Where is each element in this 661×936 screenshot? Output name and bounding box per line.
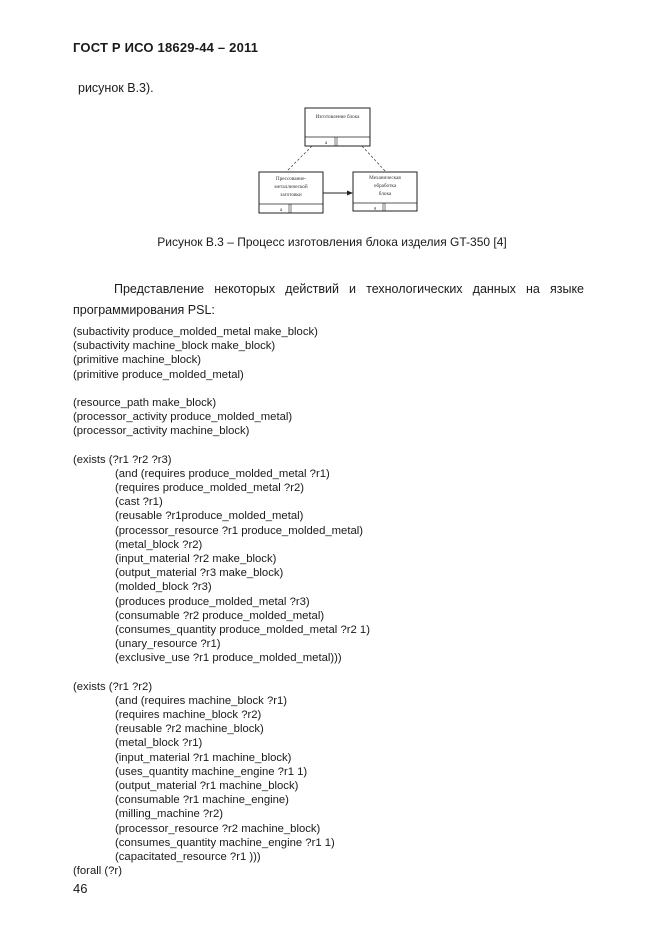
- code-line: (processor_resource ?r2 machine_block): [115, 822, 321, 835]
- code-line: (subactivity produce_molded_metal make_block): [73, 326, 318, 338]
- paragraph-intro-continued: программирования PSL:: [73, 303, 215, 317]
- code-line: (produces produce_molded_metal ?r3): [115, 595, 310, 608]
- code-line: (primitive produce_molded_metal): [73, 368, 244, 381]
- box-make-block-cell: а: [324, 140, 328, 146]
- code-line: (subactivity machine_block make_block): [73, 340, 276, 353]
- box-machine-cell: а: [373, 205, 377, 212]
- psl-code-listing: [73, 325, 633, 878]
- code-line: (and (requires produce_molded_metal ?r1): [115, 467, 330, 480]
- box-produce-molded-metal: [259, 172, 323, 213]
- code-line: (input_material ?r1 machine_block): [115, 751, 292, 764]
- paragraph-intro: Представление некоторых действий и технологических данных на языке: [114, 282, 584, 296]
- code-line: (cast ?r1): [115, 496, 163, 509]
- code-line: (reusable ?r2 machine_block): [115, 723, 264, 736]
- code-line: (metal_block ?r2): [115, 538, 203, 551]
- code-line: (consumes_quantity machine_engine ?r1 1): [115, 836, 335, 849]
- figure-caption: Рисунок В.3 – Процесс изготовления блока изделия GT-350 [4]: [157, 235, 507, 249]
- code-line: (processor_activity machine_block): [73, 425, 250, 438]
- box-machine-line1: Механическая: [369, 175, 401, 181]
- box-produce-line2: металлической: [274, 184, 308, 190]
- document-header: ГОСТ Р ИСО 18629-44 – 2011: [73, 40, 259, 55]
- code-line: (requires machine_block ?r2): [115, 709, 262, 722]
- code-line: (processor_resource ?r1 produce_molded_metal): [115, 524, 364, 537]
- process-diagram: [256, 107, 420, 215]
- code-line: (requires produce_molded_metal ?r2): [115, 482, 305, 495]
- flow-arrow-head: [347, 191, 353, 196]
- box-machine-line2: обработка: [373, 183, 397, 189]
- code-line: (resource_path make_block): [73, 396, 217, 409]
- code-line: (output_material ?r1 machine_block): [115, 780, 299, 792]
- code-line: (output_material ?r3 make_block): [115, 567, 284, 580]
- code-line: (processor_activity produce_molded_metal): [73, 411, 293, 424]
- code-line: (unary_resource ?r1): [115, 638, 221, 651]
- code-line: (forall (?r): [73, 865, 122, 878]
- box-machine-line3: блока: [378, 191, 392, 197]
- code-line: (consumable ?r2 produce_molded_metal): [115, 609, 325, 622]
- box-make-block: [305, 108, 370, 146]
- code-line: (uses_quantity machine_engine ?r1 1): [115, 765, 308, 778]
- box-produce-line3: заготовки: [280, 192, 302, 198]
- code-line: (consumes_quantity produce_molded_metal ?r2 1): [115, 623, 370, 636]
- code-line: (exists (?r1 ?r2 ?r3): [73, 453, 172, 466]
- code-line: (and (requires machine_block ?r1): [115, 694, 288, 707]
- code-line: (milling_machine ?r2): [115, 808, 223, 821]
- connector-left: [286, 146, 312, 172]
- lead-text: рисунок В.3).: [78, 81, 154, 95]
- code-line: (reusable ?r1produce_molded_metal): [115, 510, 304, 523]
- code-line: (exclusive_use ?r1 produce_molded_metal))): [115, 652, 342, 665]
- code-line: (consumable ?r1 machine_engine): [115, 794, 289, 807]
- code-line: (input_material ?r2 make_block): [115, 553, 277, 565]
- code-line: (capacitated_resource ?r1 ))): [115, 850, 261, 863]
- code-line: (molded_block ?r3): [115, 581, 212, 594]
- page-number: 46: [73, 881, 88, 896]
- box-produce-cell: а: [279, 207, 283, 213]
- box-machine-block: [353, 172, 417, 212]
- box-make-block-label: Изготовление блока: [315, 114, 360, 120]
- code-line: (exists (?r1 ?r2): [73, 680, 153, 693]
- code-line: (metal_block ?r1): [115, 737, 203, 750]
- connector-right: [362, 146, 386, 172]
- box-produce-line1: Прессование-: [275, 176, 307, 182]
- code-line: (primitive machine_block): [73, 354, 202, 367]
